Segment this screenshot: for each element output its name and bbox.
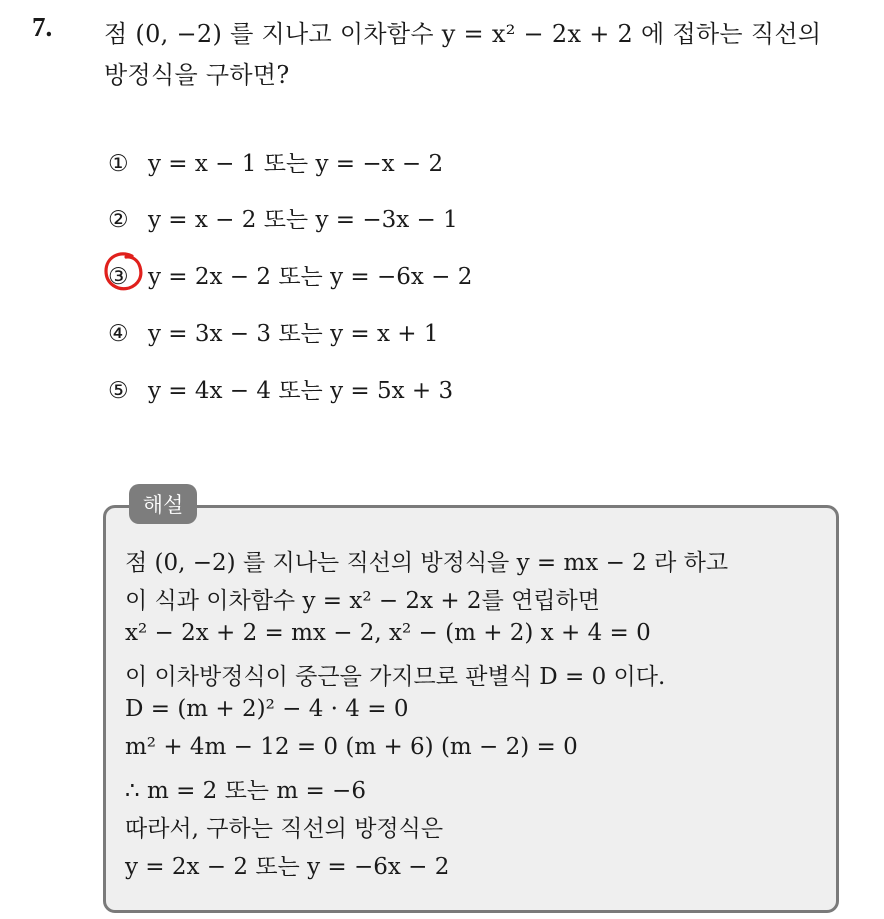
solution-label-tab: 해설 [129, 484, 197, 524]
solution-line: y = 2x − 2 또는 y = −6x − 2 [125, 854, 450, 880]
choice-2[interactable] [108, 201, 458, 234]
selected-answer-circle-mark [102, 249, 146, 293]
choice-number: ⑤ [108, 378, 129, 404]
choice-number: ③ [108, 264, 129, 290]
choice-text: y = x − 2 또는 y = −3x − 1 [148, 207, 458, 233]
solution-line: D = (m + 2)² − 4 · 4 = 0 [125, 696, 409, 722]
choice-5[interactable] [108, 372, 453, 405]
choice-1[interactable] [108, 145, 443, 178]
solution-line: 이 이차방정식이 중근을 가지므로 판별식 D = 0 이다. [125, 664, 666, 690]
solution-line: 따라서, 구하는 직선의 방정식은 [125, 816, 444, 842]
choice-text: y = 4x − 4 또는 y = 5x + 3 [148, 378, 454, 404]
solution-line: x² − 2x + 2 = mx − 2, x² − (m + 2) x + 4 = 0 [125, 620, 651, 646]
choice-number: ④ [108, 321, 129, 347]
choice-text: y = x − 1 또는 y = −x − 2 [148, 151, 444, 177]
solution-line: m² + 4m − 12 = 0 (m + 6) (m − 2) = 0 [125, 734, 578, 760]
question-text-line-2: 방정식을 구하면? [104, 61, 290, 89]
solution-line: ∴ m = 2 또는 m = −6 [125, 778, 366, 804]
question-number: 7. [32, 12, 53, 42]
choice-3[interactable] [108, 258, 472, 291]
choice-number: ② [108, 207, 129, 233]
solution-line: 이 식과 이차함수 y = x² − 2x + 2를 연립하면 [125, 588, 600, 614]
choice-4[interactable] [108, 315, 438, 348]
solution-line: 점 (0, −2) 를 지나는 직선의 방정식을 y = mx − 2 라 하고 [125, 550, 729, 576]
choice-text: y = 2x − 2 또는 y = −6x − 2 [148, 264, 473, 290]
choice-text: y = 3x − 3 또는 y = x + 1 [148, 321, 439, 347]
choice-number: ① [108, 151, 129, 177]
question-text-line-1: 점 (0, −2) 를 지나고 이차함수 y = x² − 2x + 2 에 접하는 직선의 [104, 20, 822, 48]
